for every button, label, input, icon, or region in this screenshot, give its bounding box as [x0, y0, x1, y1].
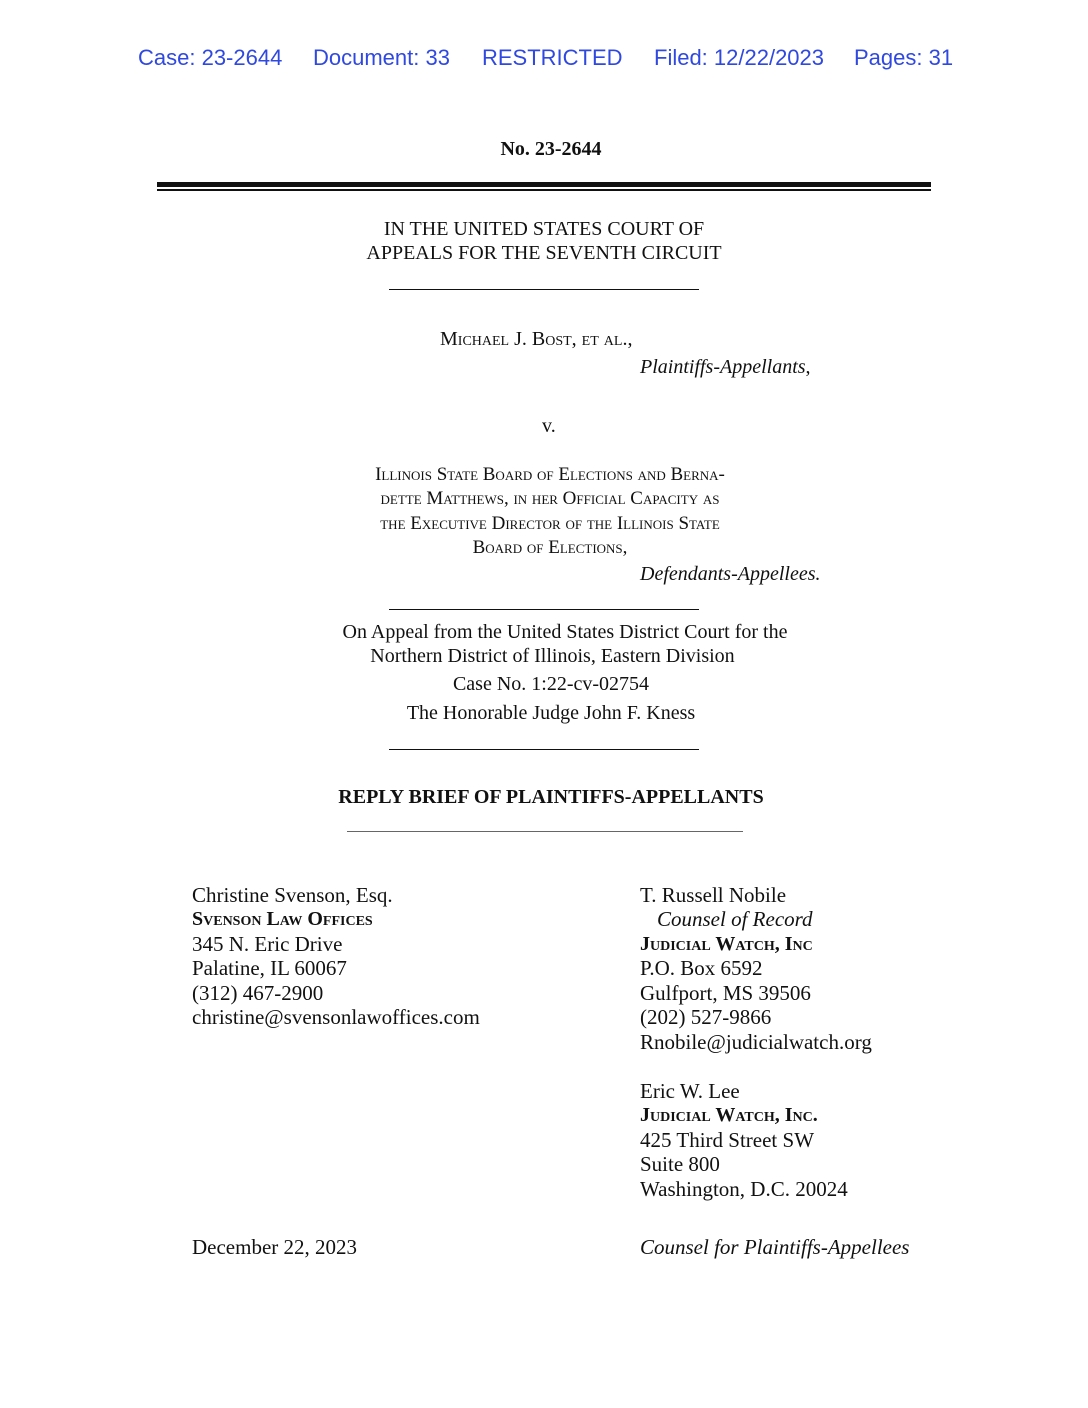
left-counsel-firm: Svenson Law Offices [192, 908, 373, 930]
right-counsel-1-phone: (202) 527-9866 [640, 1005, 772, 1029]
thin-rule [157, 189, 931, 191]
right-counsel-2-name: Eric W. Lee [640, 1079, 740, 1103]
defendants-line-1: Illinois State Board of Elections and Berna- [375, 464, 725, 485]
defendants-line-3: the Executive Director of the Illinois State [380, 513, 720, 534]
left-counsel-phone: (312) 467-2900 [192, 981, 324, 1005]
defendants-line-4: Board of Elections, [472, 537, 628, 558]
heavy-rule [157, 182, 931, 187]
appeal-line-1: On Appeal from the United States District Court for the [342, 621, 788, 643]
right-counsel-1-title: Counsel of Record [657, 907, 813, 931]
left-counsel-email: christine@svensonlawoffices.com [192, 1005, 480, 1029]
right-counsel-1-address-2: Gulfport, MS 39506 [640, 981, 811, 1005]
left-counsel-name: Christine Svenson, Esq. [192, 883, 393, 907]
divider-1 [389, 289, 699, 290]
appeal-line-2: Northern District of Illinois, Eastern Division [370, 645, 735, 667]
defendants-role: Defendants-Appellees. [640, 563, 821, 585]
docket-number: No. 23-2644 [500, 138, 602, 160]
right-counsel-2-address-1: 425 Third Street SW [640, 1128, 815, 1152]
header-case: Case: 23-2644 [138, 45, 283, 70]
right-counsel-2-address-3: Washington, D.C. 20024 [640, 1177, 848, 1201]
right-counsel-1-address-1: P.O. Box 6592 [640, 956, 763, 980]
court-line-2: APPEALS FOR THE SEVENTH CIRCUIT [366, 242, 722, 264]
plaintiffs-role-line: Plaintiffs-Appellants, [640, 356, 811, 378]
right-counsel-2-firm: Judicial Watch, Inc. [640, 1104, 818, 1126]
right-counsel-1-email: Rnobile@judicialwatch.org [640, 1030, 872, 1054]
divider-3 [389, 749, 699, 750]
plaintiffs-name: Michael J. Bost, et al., [440, 328, 633, 350]
left-counsel-address-2: Palatine, IL 60067 [192, 956, 347, 980]
filing-date: December 22, 2023 [192, 1235, 358, 1259]
left-counsel-address-1: 345 N. Eric Drive [192, 932, 343, 956]
header-document: Document: 33 [313, 45, 450, 70]
court-line-1: IN THE UNITED STATES COURT OF [383, 218, 705, 240]
versus: v. [542, 415, 556, 437]
header-restricted: RESTRICTED [482, 45, 623, 70]
appeal-case-no: Case No. 1:22-cv-02754 [452, 673, 650, 695]
brief-title: REPLY BRIEF OF PLAINTIFFS-APPELLANTS [338, 786, 764, 808]
appeal-judge: The Honorable Judge John F. Kness [406, 702, 696, 724]
right-counsel-1-firm: Judicial Watch, Inc [640, 933, 813, 955]
right-counsel-1-name: T. Russell Nobile [640, 883, 787, 907]
header-pages: Pages: 31 [854, 45, 954, 70]
divider-2 [389, 609, 699, 610]
right-counsel-2-address-2: Suite 800 [640, 1152, 720, 1176]
header-filed: Filed: 12/22/2023 [654, 45, 825, 70]
defendants-line-2: dette Matthews, in her Official Capacity as [380, 488, 720, 509]
counsel-for: Counsel for Plaintiffs-Appellees [640, 1235, 910, 1259]
plaintiffs-role: Plaintiffs-Appellants [640, 356, 806, 378]
title-underline [347, 831, 743, 832]
